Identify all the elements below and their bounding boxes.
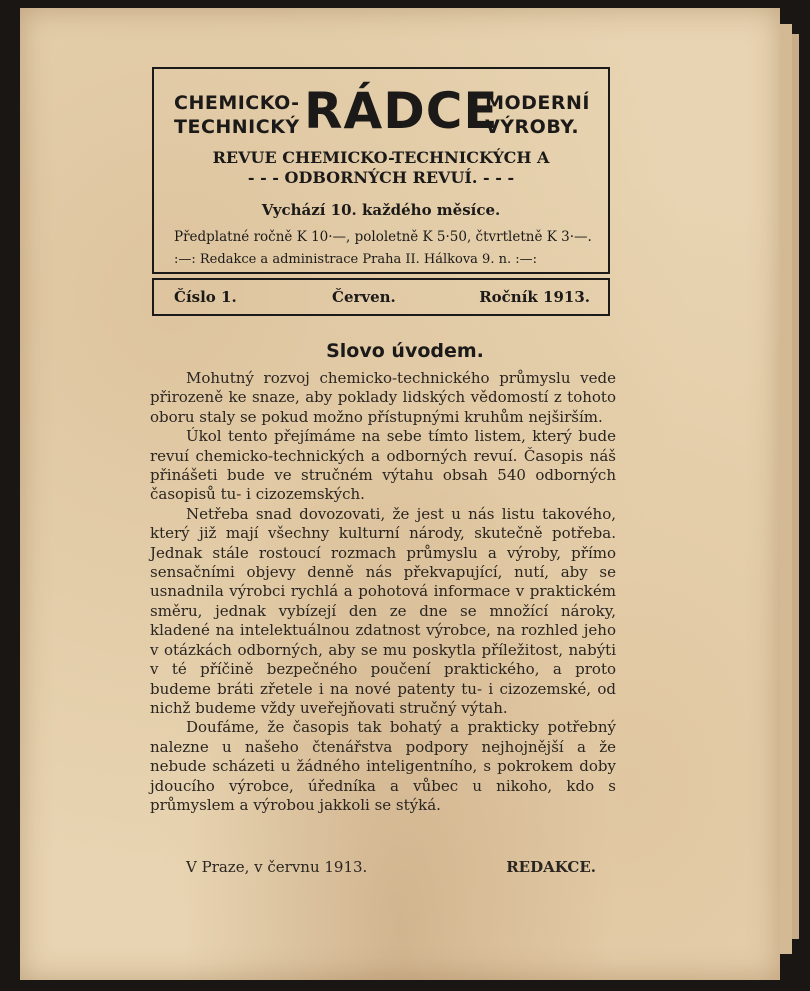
article-paragraph: Mohutný rozvoj chemicko-technického průmyslu vede přirozeně ke snaze, aby poklady lidských vědomostí z tohoto oboru staly se pokud možno přístupnými kruhům nejširším. xyxy=(150,369,616,426)
subtitle-line2: - - - ODBORNÝCH REVUÍ. - - - xyxy=(247,168,515,187)
place-date: V Praze, v červnu 1913. xyxy=(186,858,368,876)
issue-number: Číslo 1. xyxy=(174,288,237,306)
publication-schedule: Vychází 10. každého měsíce. xyxy=(261,201,501,219)
page-edge xyxy=(791,34,799,939)
masthead-left-text xyxy=(174,91,300,139)
subtitle-line1: REVUE CHEMICKO-TECHNICKÝCH A xyxy=(212,148,550,167)
article-paragraph: Úkol tento přejímáme na sebe tímto listem, který bude revuí chemicko-technických a odborných revuí. Časopis náš přinášeti bude ve stručném výtahu obsah 540 odborných časopisů tu- i cizozemských. xyxy=(150,427,616,504)
masthead-left-line2: TECHNICKÝ xyxy=(174,116,300,138)
subscription-price: Předplatné ročně K 10·—, pololetně K 5·50, čtvrtletně K 3·—. xyxy=(174,229,592,245)
masthead-box xyxy=(152,67,610,274)
masthead-left-line1: CHEMICKO- xyxy=(174,92,300,114)
page-edge xyxy=(779,24,792,954)
signature: REDAKCE. xyxy=(506,858,596,876)
journal-subtitle xyxy=(154,148,608,188)
masthead-right-text xyxy=(485,91,590,139)
masthead-right-line2: VÝROBY. xyxy=(485,116,580,138)
article-heading: Slovo úvodem. xyxy=(326,340,484,362)
issue-info-box xyxy=(152,278,610,316)
journal-title: RÁDCE xyxy=(304,82,499,140)
editorial-address: :—: Redakce a administrace Praha II. Hálkova 9. n. :—: xyxy=(174,252,537,267)
article-body xyxy=(150,369,616,815)
issue-month: Červen. xyxy=(332,288,396,306)
masthead-right-line1: MODERNÍ xyxy=(485,92,590,114)
article-paragraph: Netřeba snad dovozovati, že jest u nás listu takového, který již mají všechny kulturní národy, skutečně potřeba. Jednak stále rostoucí rozmach průmyslu a výroby, přímo sensačními objevy denně nás překvapující, nutí, aby se usnadnila výrobci rychlá a pohotová informace v praktickém směru, jednak vybízejí den ze dne se množící nároky, kladené na intelektuálnou zdatnost výrobce, na rozhled jeho v otázkách odborných, aby se mu poskytla příležitost, nabýti v té příčině bezpečného poučení praktického, a proto budeme bráti zřetele i na nové patenty tu- i cizozemské, od nichž budeme vždy uveřejňovati stručný výtah. xyxy=(150,504,616,717)
issue-year: Ročník 1913. xyxy=(479,288,590,306)
article-paragraph: Doufáme, že časopis tak bohatý a prakticky potřebný nalezne u našeho čtenářstva podpory nejhojnější a že nebude scházeti u žádného inteligentního, s pokrokem doby jdoucího výrobce, úředníka a vůbec u nikoho, kdo s průmyslem a výrobou jakkoli se stýká. xyxy=(150,718,616,814)
